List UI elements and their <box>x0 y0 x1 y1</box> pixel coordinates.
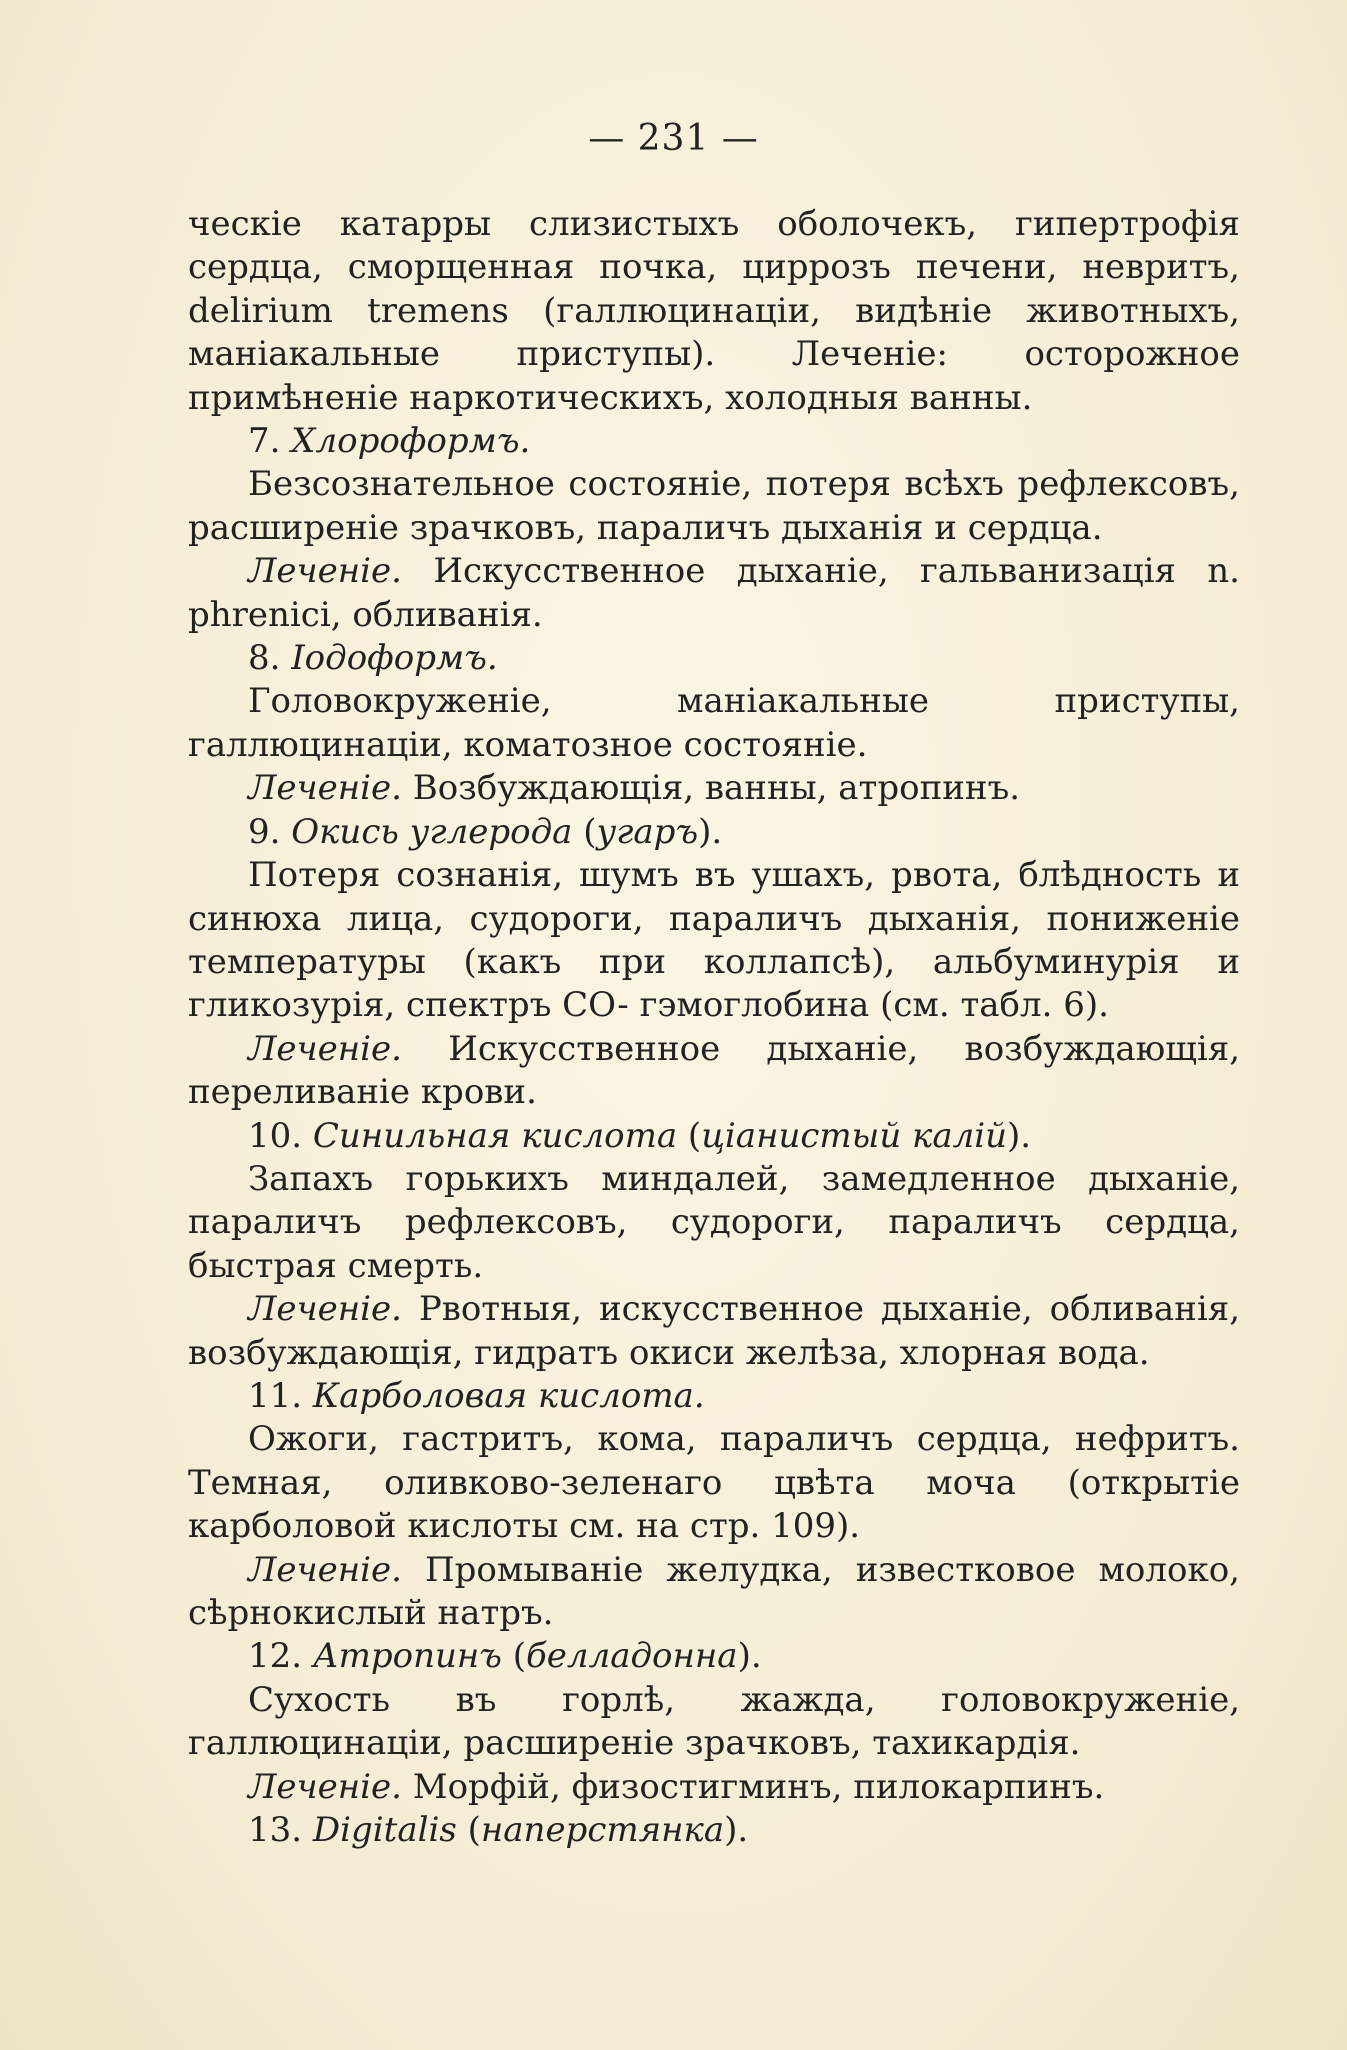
italic-text: Леченіе. <box>248 1028 402 1069</box>
text-span: ( <box>677 1115 702 1156</box>
italic-text: Леченіе. <box>248 1766 402 1807</box>
paragraph <box>188 1766 1240 1809</box>
text-span: Ожоги, гастритъ, кома, параличъ сердца, нефритъ. Темная, оливково-зеленаго цвѣта моча (открытіе карболовой кислоты см. на стр. 109). <box>188 1419 1240 1547</box>
text-span: ). <box>698 811 723 852</box>
paragraph <box>188 420 1240 463</box>
paragraph <box>188 680 1240 767</box>
text-span: Потеря сознанія, шумъ въ ушахъ, рвота, блѣдность и синюха лица, судороги, параличъ дыханія, пониженіе температуры (какъ при коллапсѣ), альбуминурія и гликозурія, спектръ CO- гэмоглобина (см. табл. 6). <box>188 855 1240 1026</box>
italic-text: Леченіе. <box>248 1289 402 1330</box>
text-span: Безсознательное состояніе, потеря всѣхъ рефлексовъ, расширеніе зрачковъ, параличъ дыханія и сердца. <box>188 464 1240 548</box>
text-span: 8. <box>248 638 292 679</box>
text-span: Рвотныя, искусственное дыханіе, обливанія, возбуждающія, гидратъ окиси желѣза, хлорная вода. <box>188 1289 1240 1373</box>
paragraph <box>188 1418 1240 1548</box>
text-span: ( <box>456 1810 481 1851</box>
italic-text: белладонна <box>526 1636 738 1677</box>
italic-text: ціанистый калій <box>701 1115 1008 1156</box>
paragraph <box>188 1635 1240 1678</box>
page-body <box>188 203 1240 1852</box>
text-span: Искусственное дыханіе, возбуждающія, переливаніе крови. <box>188 1028 1240 1113</box>
italic-text: Іодоформъ. <box>291 638 498 679</box>
paragraph <box>188 1028 1240 1115</box>
italic-text: Digitalis <box>312 1810 457 1851</box>
italic-text: угаръ <box>596 811 699 852</box>
paragraph <box>188 767 1240 810</box>
paragraph <box>188 203 1240 420</box>
text-span: 13. <box>248 1810 313 1851</box>
paragraph <box>188 1549 1240 1636</box>
text-span: ческіе катарры слизистыхъ оболочекъ, гипертрофія сердца, сморщенная почка, циррозъ печени, невритъ, delirium tremens (галлюцинаціи, видѣніе животныхъ, маніакальные приступы). Леченіе: осторожное примѣненіе наркотическихъ, холодныя ванны. <box>188 204 1240 418</box>
paragraph <box>188 1288 1240 1375</box>
text-span: ). <box>737 1636 762 1677</box>
text-span: ( <box>572 811 597 852</box>
text-span: Возбуждающія, ванны, атропинъ. <box>401 768 1021 809</box>
italic-text: Синильная кислота <box>312 1115 678 1156</box>
italic-text: Окись углерода <box>291 811 573 852</box>
paragraph <box>188 1679 1240 1766</box>
paragraph <box>188 1115 1240 1158</box>
text-span: Промываніе желудка, известковое молоко, сѣрнокислый натръ. <box>188 1549 1240 1633</box>
italic-text: Леченіе. <box>248 768 402 809</box>
italic-text: Хлороформъ. <box>291 421 531 462</box>
paragraph <box>188 811 1240 854</box>
italic-text: Атропинъ <box>312 1636 502 1677</box>
text-span: 7. <box>248 421 292 462</box>
italic-text: Карболовая кислота. <box>312 1375 705 1416</box>
text-span: ). <box>724 1810 749 1851</box>
paragraph <box>188 463 1240 550</box>
italic-text: Леченіе. <box>248 1549 402 1590</box>
text-span: 10. <box>248 1115 313 1156</box>
paragraph <box>188 1809 1240 1852</box>
paragraph <box>188 1158 1240 1288</box>
page-number: — 231 — <box>588 118 759 159</box>
paragraph <box>188 637 1240 680</box>
text-span: Головокруженіе, маніакальные приступы, галлюцинаціи, коматозное состояніе. <box>188 681 1240 765</box>
italic-text: Леченіе. <box>248 551 402 592</box>
text-span: 11. <box>248 1375 313 1416</box>
text-span: ). <box>1007 1115 1032 1156</box>
text-span: Сухость въ горлѣ, жажда, головокруженіе, галлюцинаціи, расширеніе зрачковъ, тахикардія. <box>188 1679 1240 1764</box>
paragraph <box>188 550 1240 637</box>
paragraph <box>188 1375 1240 1418</box>
text-span: 9. <box>248 811 292 852</box>
text-span: Искусственное дыханіе, гальванизація n. phrenici, обливанія. <box>188 551 1240 635</box>
text-span: Запахъ горькихъ миндалей, замедленное дыханіе, параличъ рефлексовъ, судороги, параличъ сердца, быстрая смерть. <box>188 1158 1240 1286</box>
paragraph <box>188 854 1240 1028</box>
text-span: Морфій, физостигминъ, пилокарпинъ. <box>401 1766 1105 1807</box>
text-span: 12. <box>248 1636 313 1677</box>
italic-text: наперстянка <box>480 1810 725 1851</box>
text-span: ( <box>501 1636 527 1677</box>
